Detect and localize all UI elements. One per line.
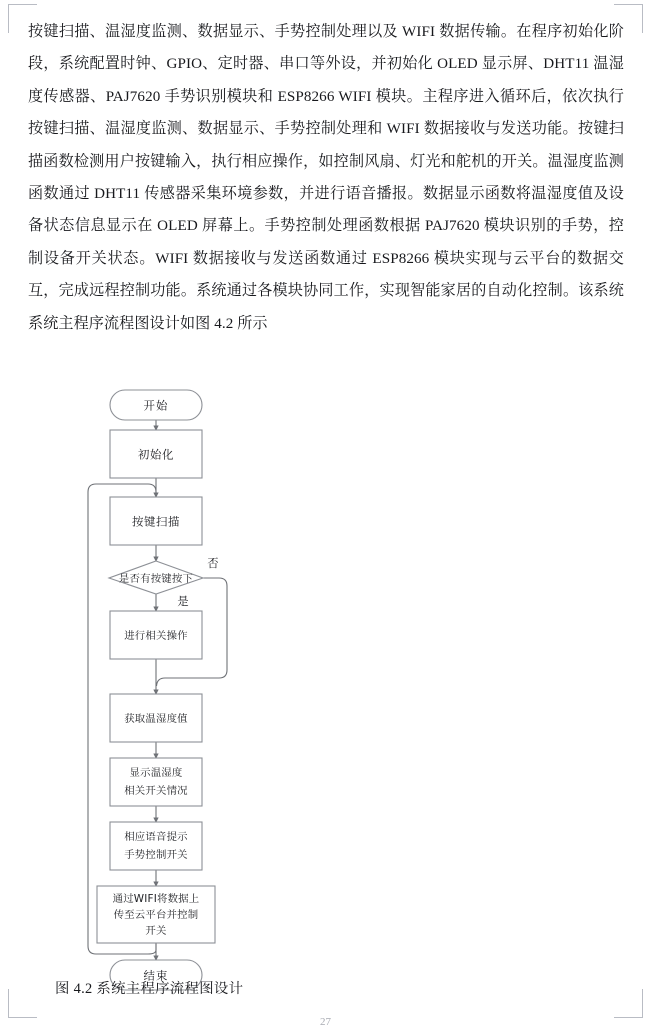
flow-node-voice-gesture-label-line1: 相应语音提示 — [124, 831, 188, 843]
flow-node-key-scan-label: 按键扫描 — [132, 514, 180, 529]
figure-caption: 图 4.2 系统主程序流程图设计 — [55, 981, 244, 997]
flow-node-display-label-line2: 相关开关情况 — [124, 785, 188, 797]
flow-node-action-label: 进行相关操作 — [124, 630, 188, 642]
flowchart-figure — [0, 368, 651, 983]
flow-node-display — [110, 758, 202, 806]
page-number: 27 — [320, 1016, 331, 1028]
flow-node-wifi-upload-label-line1: 通过WIFI将数据上 — [112, 893, 200, 905]
flow-node-voice-gesture-label-line2: 手势控制开关 — [124, 849, 188, 861]
flow-node-read-temp-humidity-label: 获取温湿度值 — [124, 713, 188, 725]
body-paragraph: 按键扫描、温湿度监测、数据显示、手势控制处理以及 WIFI 数据传输。在程序初始化阶段，系统配置时钟、GPIO、定时器、串口等外设，并初始化 OLED 显示屏、DHT11 温湿度传感器、PAJ7620 手势识别模块和 ESP8266 WIFI 模块。主程序进入循环后，依次执行按键扫描、温湿度监测、数据显示、手势控制处理和 WIFI 数据接收与发送功能。按键扫描函数检测用户按键输入，执行相应操作，如控制风扇、灯光和舵机的开关。温湿度监测函数通过 DHT11 传感器采集环境参数，并进行语音播报。数据显示函数将温湿度值及设备状态信息显示在 OLED 屏幕上。手势控制处理函数根据 PAJ7620 模块识别的手势，控制设备开关状态。WIFI 数据接收与发送函数通过 ESP8266 模块实现与云平台的数据交互，完成远程控制功能。系统通过各模块协同工作，实现智能家居的自动化控制。该系统系统主程序流程图设计如图 4.2 所示 — [28, 24, 624, 332]
flow-node-wifi-upload-label-line2: 传至云平台并控制 — [113, 909, 199, 921]
flow-node-display-label-line1: 显示温湿度 — [129, 767, 183, 779]
flow-branch-no-label: 否 — [207, 557, 219, 570]
flow-node-start-label: 开始 — [143, 398, 169, 413]
flow-node-voice-gesture — [110, 822, 202, 870]
flow-node-init-label: 初始化 — [138, 447, 174, 462]
crop-mark-bottom-left — [8, 989, 37, 1018]
flow-node-decision-label: 是否有按键按下 — [118, 573, 194, 585]
crop-mark-bottom-right — [614, 989, 643, 1018]
flow-branch-yes-label: 是 — [177, 595, 189, 608]
flow-node-end-label: 结束 — [143, 968, 169, 983]
flow-node-wifi-upload-label-line3: 开关 — [145, 925, 167, 937]
